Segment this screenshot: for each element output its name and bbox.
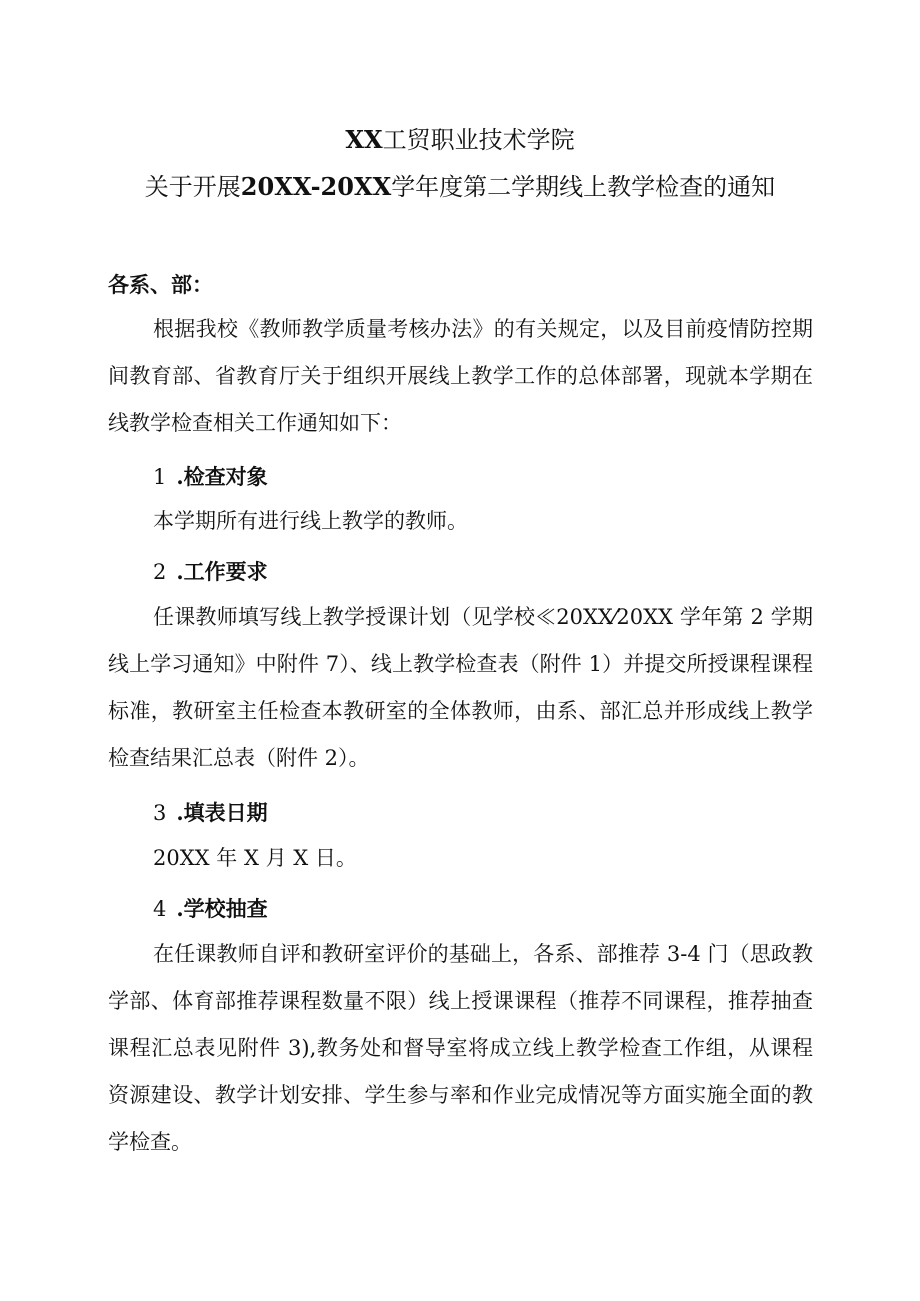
section-title: .工作要求 <box>176 559 268 584</box>
section-body: 在任课教师自评和教研室评价的基础上，各系、部推荐 3-4 门（思政教学部、体育部推荐课程数量不限）线上授课课程（推荐不同课程，推荐抽查课程汇总表见附件 3),教务处和督导室将成立线上教学检查工作组，从课程资源建设、教学计划安排、学生参与率和作业完成情况等方面实施全面的教学检查。 <box>108 942 813 1154</box>
document-title-notice <box>0 172 920 202</box>
section-body: 20XX 年 X 月 X 日。 <box>153 846 357 870</box>
title-school-name: 工贸职业技术学院 <box>382 126 575 154</box>
section-title: .检查对象 <box>176 464 268 489</box>
section-number: 3 <box>153 801 167 825</box>
document-title-school <box>0 125 920 155</box>
section-number: 4 <box>153 897 167 921</box>
section-number: 1 <box>153 465 167 489</box>
title-notice-pre: 关于开展 <box>144 173 241 201</box>
section-body: 任课教师填写线上教学授课计划（见学校≪20XX⁄20XX 学年第 2 学期线上学习通知》中附件 7）、线上教学检查表（附件 1）并提交所授课程课程标准，教研室主任检查本教研室的全体教师，由系、部汇总并形成线上教学检查结果汇总表（附件 2）。 <box>108 605 813 770</box>
section-title: .学校抽查 <box>176 896 268 921</box>
section-title: .填表日期 <box>176 800 268 825</box>
section-number: 2 <box>153 560 167 584</box>
intro-paragraph: 根据我校《教师教学质量考核办法》的有关规定，以及目前疫情防控期间教育部、省教育厅关于组织开展线上教学工作的总体部署，现就本学期在线教学检查相关工作通知如下： <box>108 317 813 435</box>
section-heading <box>153 557 268 587</box>
salutation: 各系、部： <box>108 272 213 297</box>
title-notice-year: 20XX-20XX <box>240 172 392 201</box>
title-notice-post: 学年度第二学期线上教学检查的通知 <box>391 173 776 201</box>
section-body: 本学期所有进行线上教学的教师。 <box>153 509 468 533</box>
section-heading <box>153 462 268 492</box>
section-heading <box>153 798 268 828</box>
title-school-prefix: XX <box>345 125 383 154</box>
section-heading <box>153 894 268 924</box>
